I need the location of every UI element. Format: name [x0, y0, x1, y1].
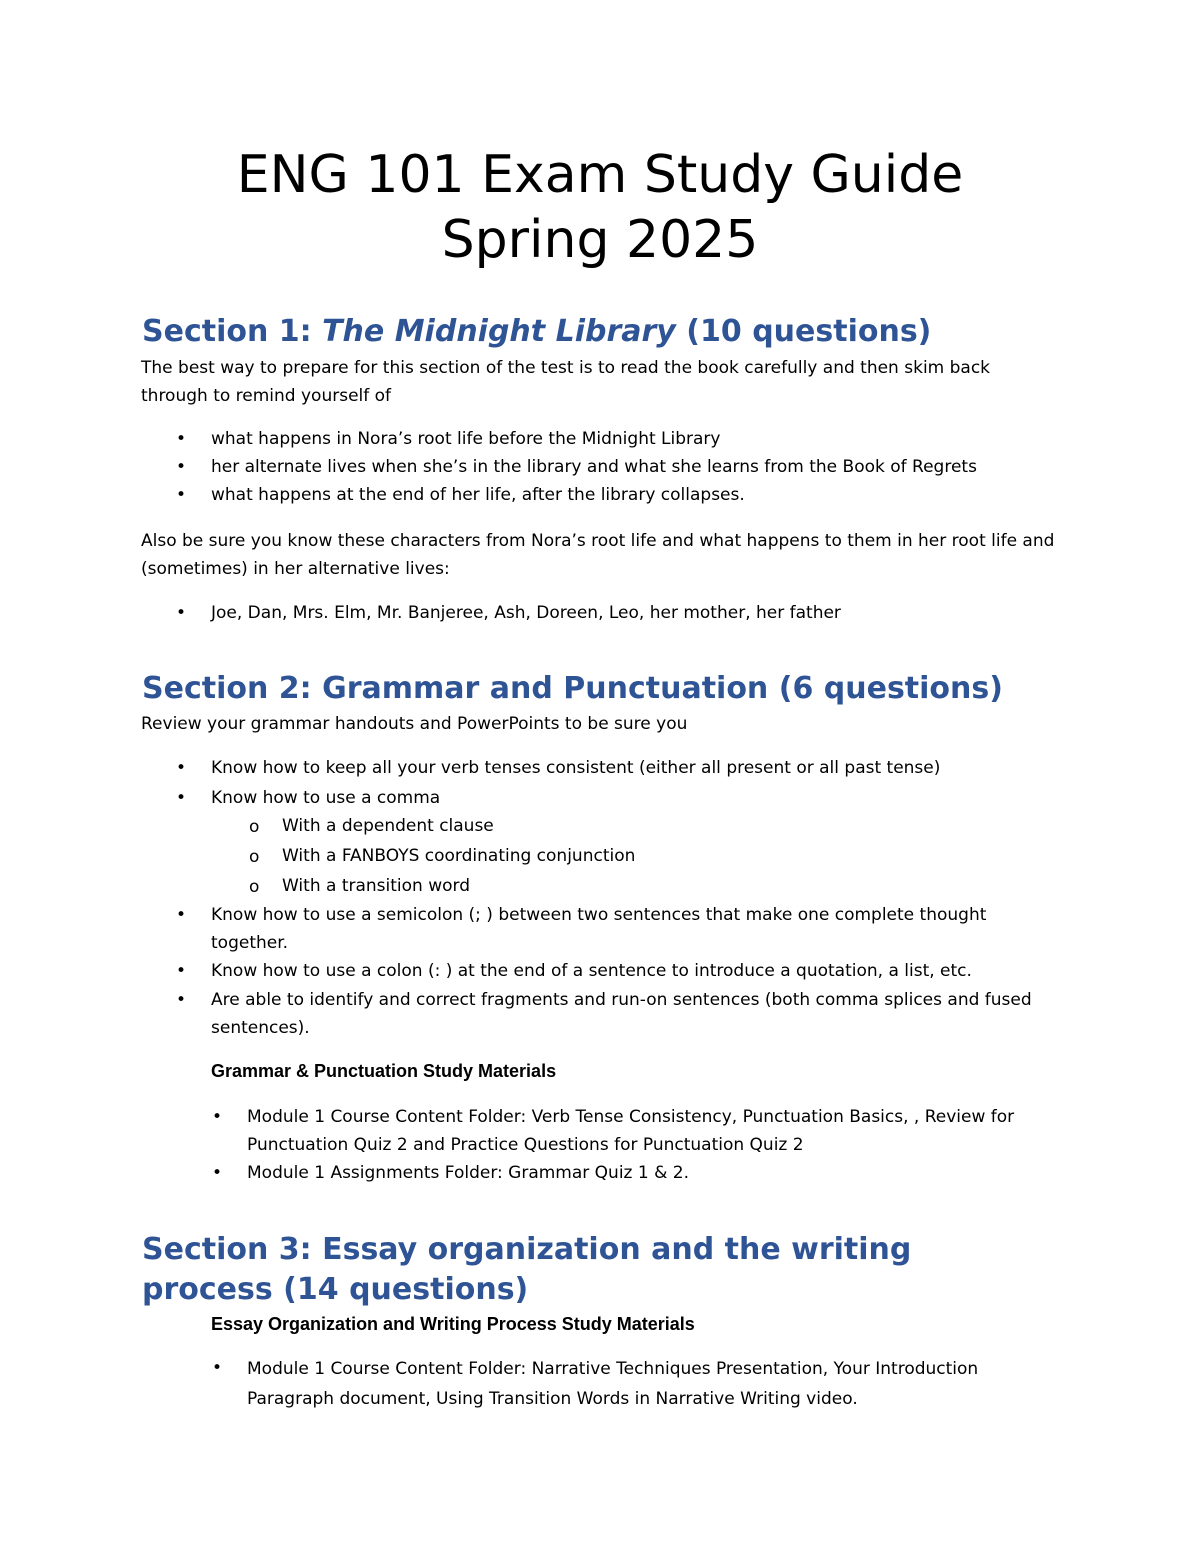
bullet-icon: •	[176, 457, 187, 477]
section-2-heading: Section 2: Grammar and Punctuation (6 questions)	[142, 671, 1003, 706]
section-2-bullet-3: Know how to use a semicolon (; ) between two sentences that make one complete thought together.	[211, 905, 987, 953]
grammar-material-2: Module 1 Assignments Folder: Grammar Quiz 1 & 2.	[247, 1163, 689, 1183]
section-1-heading	[142, 312, 931, 352]
document-title: ENG 101 Exam Study Guide	[236, 145, 964, 205]
essay-materials-heading: Essay Organization and Writing Process Study Materials	[211, 1314, 695, 1334]
comma-sub-bullet-2: With a FANBOYS coordinating conjunction	[282, 846, 636, 866]
essay-material-1: Module 1 Course Content Folder: Narrative Techniques Presentation, Your Introduction Paragraph document, Using Transition Words in Narrative Writing video.	[247, 1359, 979, 1409]
section-1-characters-intro: Also be sure you know these characters from Nora’s root life and what happens to them in her root life and (sometimes) in her alternative lives:	[141, 531, 1055, 579]
bullet-icon: •	[176, 990, 187, 1010]
section-2-bullet-4: Know how to use a colon (: ) at the end of a sentence to introduce a quotation, a list, etc.	[211, 961, 972, 981]
section-2-bullet-5: Are able to identify and correct fragments and run-on sentences (both comma splices and fused sentences).	[211, 990, 1032, 1038]
sub-bullet-icon: o	[249, 847, 260, 867]
section-1-characters-list: Joe, Dan, Mrs. Elm, Mr. Banjeree, Ash, Doreen, Leo, her mother, her father	[211, 603, 841, 623]
section-3-heading-line-1: Section 3: Essay organization and the writing	[142, 1232, 912, 1267]
bullet-icon: •	[176, 905, 187, 925]
bullet-icon: •	[176, 758, 187, 778]
section-2-bullet-1: Know how to keep all your verb tenses consistent (either all present or all past tense)	[211, 758, 941, 778]
section-3-heading-line-2: process (14 questions)	[142, 1272, 529, 1307]
section-2-intro: Review your grammar handouts and PowerPoints to be sure you	[141, 714, 688, 734]
section-1-book-title: The Midnight Library	[322, 314, 676, 349]
bullet-icon: •	[176, 485, 187, 505]
comma-sub-bullet-3: With a transition word	[282, 876, 471, 896]
bullet-icon: •	[176, 603, 187, 623]
bullet-icon: •	[212, 1358, 223, 1378]
grammar-materials-heading: Grammar & Punctuation Study Materials	[211, 1061, 557, 1081]
section-1-bullet-1: what happens in Nora’s root life before the Midnight Library	[211, 429, 721, 449]
section-1-prefix: Section 1:	[142, 314, 323, 349]
grammar-material-1: Module 1 Course Content Folder: Verb Tense Consistency, Punctuation Basics, , Review for Punctuation Quiz 2 and Practice Questions for Punctuation Quiz 2	[247, 1107, 1015, 1155]
section-1-suffix: (10 questions)	[675, 314, 932, 349]
sub-bullet-icon: o	[249, 817, 260, 837]
document-subtitle: Spring 2025	[441, 210, 759, 270]
section-2-bullet-2: Know how to use a comma	[211, 788, 441, 808]
bullet-icon: •	[212, 1107, 223, 1127]
section-1-intro: The best way to prepare for this section of the test is to read the book carefully and then skim back through to remind yourself of	[141, 358, 991, 406]
bullet-icon: •	[176, 961, 187, 981]
sub-bullet-icon: o	[249, 877, 260, 897]
bullet-icon: •	[212, 1163, 223, 1183]
bullet-icon: •	[176, 788, 187, 808]
comma-sub-bullet-1: With a dependent clause	[282, 816, 494, 836]
section-1-bullet-2: her alternate lives when she’s in the library and what she learns from the Book of Regrets	[211, 457, 977, 477]
bullet-icon: •	[176, 429, 187, 449]
section-1-bullet-3: what happens at the end of her life, after the library collapses.	[211, 485, 745, 505]
